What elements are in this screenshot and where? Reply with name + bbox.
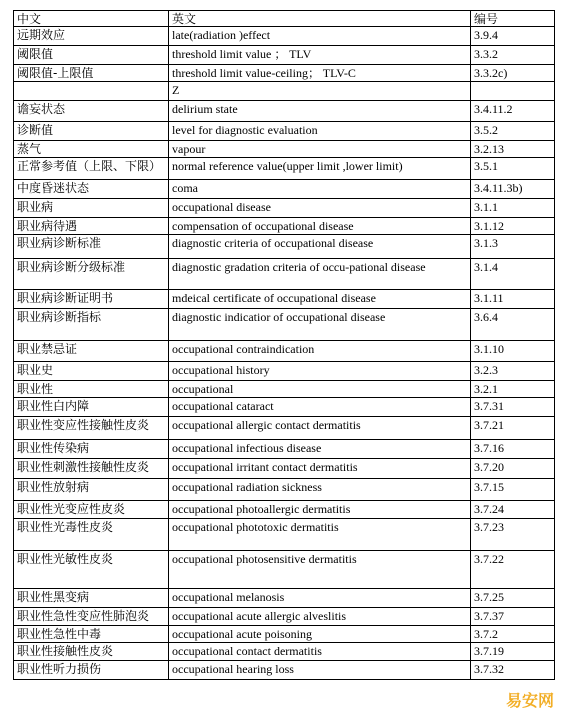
cell-code: 3.7.2 [471,626,555,643]
cell-english-term: occupational contraindication [169,341,471,362]
cell-code: 3.1.4 [471,259,555,290]
cell-chinese-term: 远期效应 [14,27,169,46]
cell-english-term: occupational acute allergic alveslitis [169,608,471,626]
cell-chinese-term: 职业史 [14,362,169,381]
cell-english-term: compensation of occupational disease [169,218,471,235]
cell-chinese-term: 职业病待遇 [14,218,169,235]
cell-chinese-term: 诊断值 [14,122,169,141]
cell-code: 3.7.16 [471,440,555,459]
table-row [14,309,555,341]
cell-code: 3.7.24 [471,501,555,519]
cell-code: 3.7.31 [471,398,555,417]
cell-english-term: occupational history [169,362,471,381]
cell-chinese-term: 职业性急性中毒 [14,626,169,643]
cell-code: 3.1.11 [471,290,555,309]
table-row [14,82,555,101]
table-row [14,218,555,235]
cell-code: 3.9.4 [471,27,555,46]
table-row [14,479,555,501]
cell-code: 3.1.1 [471,199,555,218]
cell-code: 3.2.1 [471,381,555,398]
cell-code: 3.7.37 [471,608,555,626]
cell-chinese-term: 职业性刺激性接触性皮炎 [14,459,169,479]
cell-code: 3.7.15 [471,479,555,501]
table-row [14,101,555,122]
cell-code: 3.7.23 [471,519,555,551]
cell-english-term: occupational photoallergic dermatitis [169,501,471,519]
cell-english-term: Z [169,82,471,101]
cell-english-term: mdeical certificate of occupational disease [169,290,471,309]
cell-chinese-term: 蒸气 [14,141,169,158]
cell-english-term: occupational photosensitive dermatitis [169,551,471,589]
cell-english-term: normal reference value(upper limit ,lower limit) [169,158,471,180]
cell-english-term: diagnostic criteria of occupational disease [169,235,471,259]
cell-code: 3.4.11.3b) [471,180,555,199]
cell-chinese-term: 正常参考值（上限、下限） [14,158,169,180]
cell-english-term: coma [169,180,471,199]
cell-code: 3.1.12 [471,218,555,235]
table-row [14,643,555,661]
cell-english-term: occupational [169,381,471,398]
cell-code: 3.7.32 [471,661,555,680]
cell-code: 3.5.1 [471,158,555,180]
cell-english-term: delirium state [169,101,471,122]
column-header-english: 英文 [169,11,471,27]
cell-english-term: occupational irritant contact dermatitis [169,459,471,479]
cell-code: 3.3.2c) [471,65,555,82]
table-row [14,362,555,381]
table-row [14,290,555,309]
cell-english-term: late(radiation )effect [169,27,471,46]
cell-chinese-term: 职业病诊断证明书 [14,290,169,309]
cell-english-term: occupational infectious disease [169,440,471,459]
cell-english-term: occupational melanosis [169,589,471,608]
cell-english-term: vapour [169,141,471,158]
cell-english-term: threshold limit value ； TLV [169,46,471,65]
table-row [14,398,555,417]
table-row [14,259,555,290]
cell-code: 3.1.3 [471,235,555,259]
cell-english-term: occupational cataract [169,398,471,417]
table-row [14,158,555,180]
cell-chinese-term: 职业性光敏性皮炎 [14,551,169,589]
column-header-chinese: 中文 [14,11,169,27]
table-row [14,122,555,141]
cell-chinese-term: 职业性光变应性皮炎 [14,501,169,519]
cell-code: 3.3.2 [471,46,555,65]
table-row [14,27,555,46]
table-row [14,608,555,626]
cell-code: 3.4.11.2 [471,101,555,122]
cell-english-term: diagnostic gradation criteria of occu-pational disease [169,259,471,290]
cell-code: 3.7.20 [471,459,555,479]
header-row [14,11,555,27]
cell-chinese-term: 职业性变应性接触性皮炎 [14,417,169,440]
table-row [14,65,555,82]
table-row [14,46,555,65]
table-row [14,235,555,259]
table-row [14,440,555,459]
table-row [14,141,555,158]
cell-code: 3.7.22 [471,551,555,589]
cell-english-term: diagnostic indicatior of occupational disease [169,309,471,341]
table-row [14,341,555,362]
cell-chinese-term: 职业性听力损伤 [14,661,169,680]
cell-code: 3.7.19 [471,643,555,661]
cell-english-term: occupational radiation sickness [169,479,471,501]
watermark-logo: 易安网 [505,691,554,710]
table-row [14,180,555,199]
cell-code: 3.7.25 [471,589,555,608]
table-row [14,519,555,551]
cell-chinese-term: 谵妄状态 [14,101,169,122]
cell-chinese-term: 职业性白内障 [14,398,169,417]
cell-code: 3.7.21 [471,417,555,440]
cell-chinese-term: 职业病诊断分级标准 [14,259,169,290]
glossary-table [13,10,555,680]
table-row [14,199,555,218]
cell-chinese-term: 阈限值-上限值 [14,65,169,82]
cell-code: 3.6.4 [471,309,555,341]
table-row [14,626,555,643]
table-row [14,459,555,479]
cell-english-term: level for diagnostic evaluation [169,122,471,141]
cell-english-term: occupational hearing loss [169,661,471,680]
cell-chinese-term: 中度昏迷状态 [14,180,169,199]
cell-chinese-term [14,82,169,101]
table-row [14,417,555,440]
cell-chinese-term: 职业性黑变病 [14,589,169,608]
table-body [14,27,555,680]
cell-chinese-term: 职业性光毒性皮炎 [14,519,169,551]
cell-chinese-term: 职业禁忌证 [14,341,169,362]
cell-chinese-term: 职业病诊断标准 [14,235,169,259]
cell-english-term: occupational phototoxic dermatitis [169,519,471,551]
cell-chinese-term: 职业病 [14,199,169,218]
cell-code [471,82,555,101]
cell-code: 3.2.3 [471,362,555,381]
table-row [14,661,555,680]
cell-chinese-term: 职业病诊断指标 [14,309,169,341]
cell-english-term: occupational contact dermatitis [169,643,471,661]
cell-english-term: threshold limit value-ceiling； TLV-C [169,65,471,82]
cell-chinese-term: 阈限值 [14,46,169,65]
cell-chinese-term: 职业性接触性皮炎 [14,643,169,661]
cell-chinese-term: 职业性放射病 [14,479,169,501]
cell-code: 3.5.2 [471,122,555,141]
cell-code: 3.1.10 [471,341,555,362]
cell-chinese-term: 职业性传染病 [14,440,169,459]
table-row [14,501,555,519]
table-row [14,381,555,398]
cell-english-term: occupational allergic contact dermatitis [169,417,471,440]
table-row [14,551,555,589]
cell-chinese-term: 职业性急性变应性肺泡炎 [14,608,169,626]
cell-english-term: occupational acute poisoning [169,626,471,643]
cell-code: 3.2.13 [471,141,555,158]
cell-chinese-term: 职业性 [14,381,169,398]
cell-english-term: occupational disease [169,199,471,218]
column-header-code: 编号 [471,11,555,27]
table-row [14,589,555,608]
